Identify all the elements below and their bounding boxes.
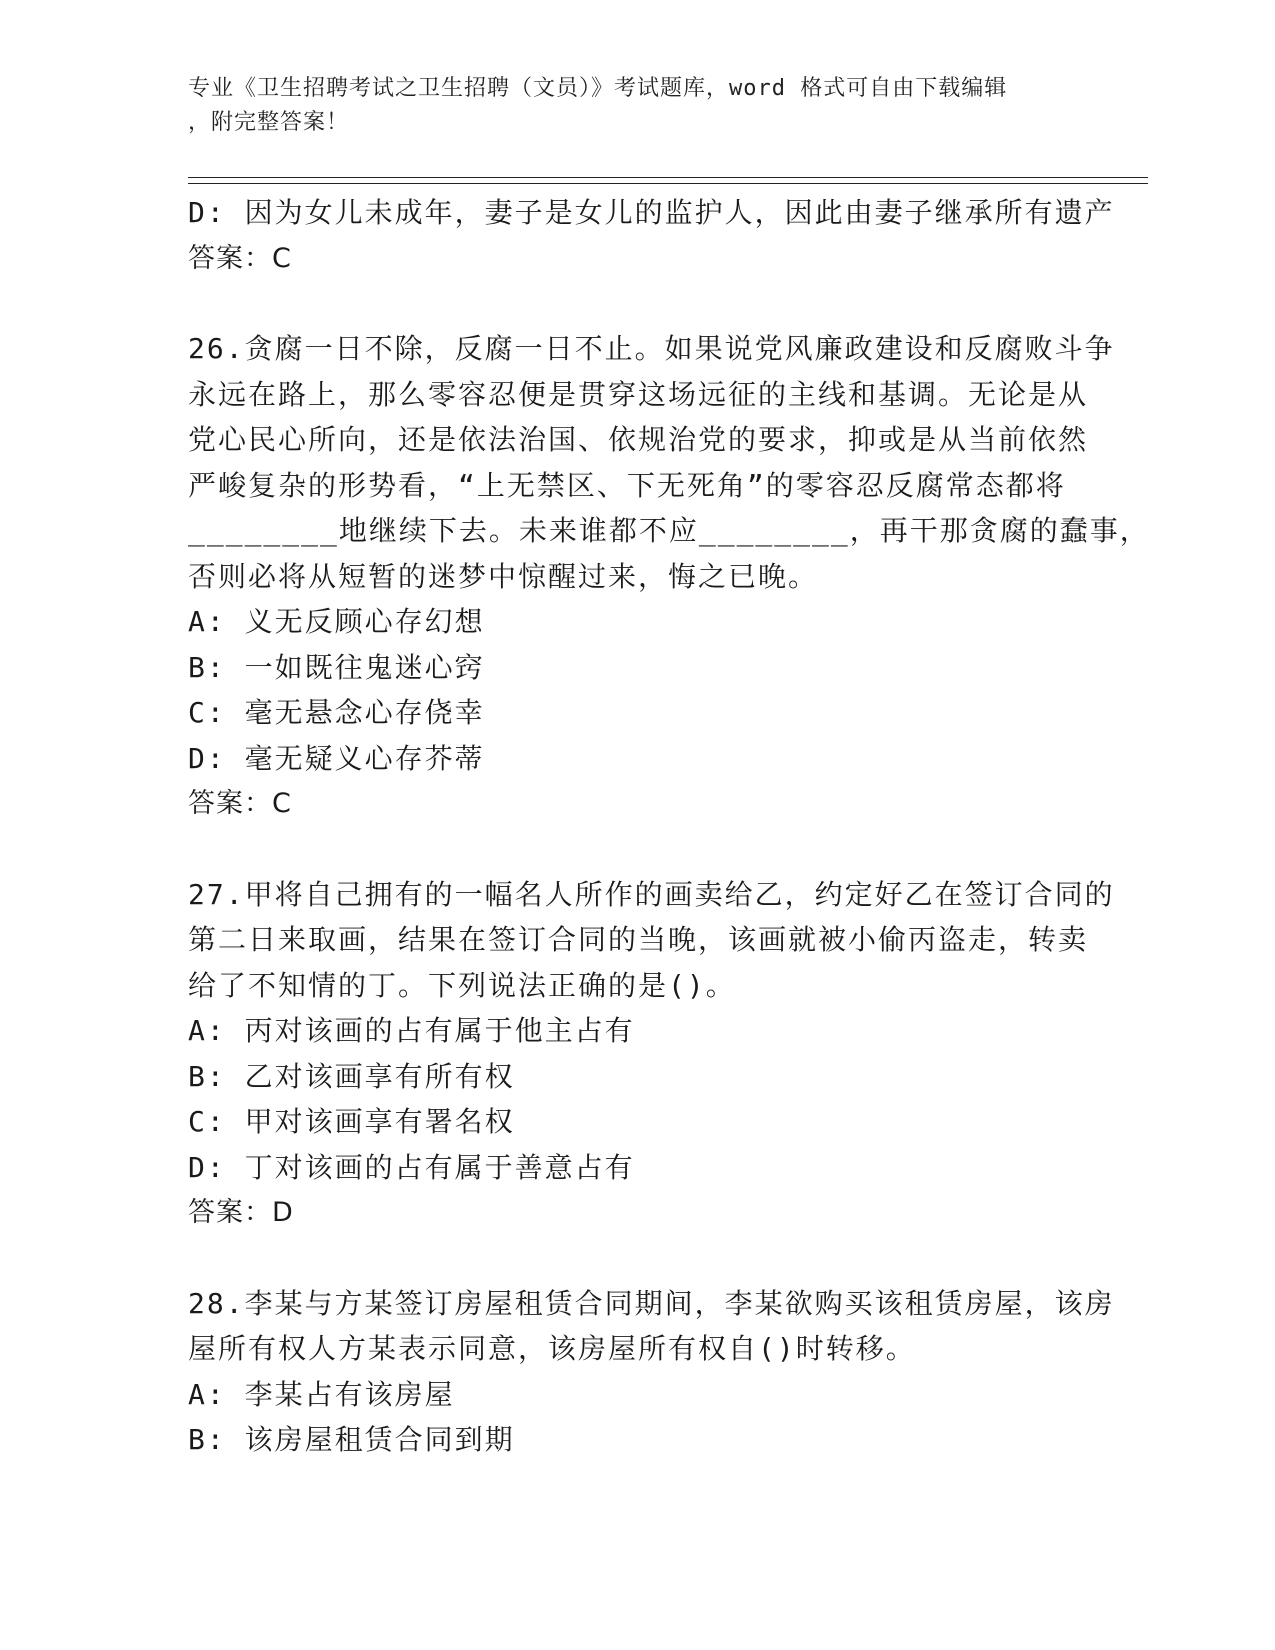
question-28 xyxy=(188,1281,1115,1463)
page-header xyxy=(188,72,1068,140)
question-text-line: 给了不知情的丁。下列说法正确的是()。 xyxy=(188,968,736,1002)
option-d: D: 因为女儿未成年，妻子是女儿的监护人，因此由妻子继承所有遗产 xyxy=(188,196,1115,229)
question-text-line: 第二日来取画，结果在签订合同的当晚，该画就被小偷丙盗走，转卖 xyxy=(188,923,1089,956)
question-text-line: 党心民心所向，还是依法治国、依规治党的要求，抑或是从当前依然 xyxy=(188,423,1089,456)
question-content xyxy=(188,190,1150,1463)
option-b: B: 乙对该画享有所有权 xyxy=(188,1059,515,1093)
question-26 xyxy=(188,326,1150,827)
option-c: C: 毫无悬念心存侥幸 xyxy=(188,696,485,729)
option-b: B: 一如既往鬼迷心窍 xyxy=(188,650,485,684)
question-text-line: 永远在路上，那么零容忍便是贯穿这场远征的主线和基调。无论是从 xyxy=(188,377,1089,411)
spacer xyxy=(188,1236,1088,1281)
question-text-line: 否则必将从短暂的迷梦中惊醒过来，悔之已晚。 xyxy=(188,559,819,593)
option-a: A: 李某占有该房屋 xyxy=(188,1377,455,1411)
question-text-line: 28.李某与方某签订房屋租赁合同期间，李某欲购买该租赁房屋，该房 xyxy=(188,1286,1115,1320)
question-text-line: ________地继续下去。未来谁都不应________，再干那贪腐的蠢事， xyxy=(188,514,1150,547)
option-a: A: 丙对该画的占有属于他主占有 xyxy=(188,1014,635,1047)
answer: 答案：C xyxy=(188,788,292,819)
question-27 xyxy=(188,872,1115,1236)
option-c: C: 甲对该画享有署名权 xyxy=(188,1105,515,1138)
question-text-line: 屋所有权人方某表示同意，该房屋所有权自()时转移。 xyxy=(188,1332,916,1365)
option-d: D: 毫无疑义心存芥蒂 xyxy=(188,741,485,775)
question-text-line: 26.贪腐一日不除，反腐一日不止。如果说党风廉政建设和反腐败斗争 xyxy=(188,332,1115,365)
option-d: D: 丁对该画的占有属于善意占有 xyxy=(188,1150,635,1184)
option-a: A: 义无反顾心存幻想 xyxy=(188,605,485,638)
answer: 答案：D xyxy=(188,1197,294,1228)
header-rule-top xyxy=(188,177,1148,178)
answer: 答案：C xyxy=(188,242,292,274)
header-rule-bottom xyxy=(188,183,1148,184)
question-text-line: 严峻复杂的形势看，“上无禁区、下无死角”的零容忍反腐常态都将 xyxy=(188,468,1066,502)
question-text-line: 27.甲将自己拥有的一幅名人所作的画卖给乙，约定好乙在签订合同的 xyxy=(188,877,1115,911)
spacer xyxy=(188,827,1088,872)
header-line-1: 专业《卫生招聘考试之卫生招聘（文员）》考试题库，word 格式可自由下载编辑 xyxy=(188,76,1008,101)
option-b: B: 该房屋租赁合同到期 xyxy=(188,1423,515,1456)
spacer xyxy=(188,281,1088,326)
header-line-2: ，附完整答案！ xyxy=(188,110,350,135)
